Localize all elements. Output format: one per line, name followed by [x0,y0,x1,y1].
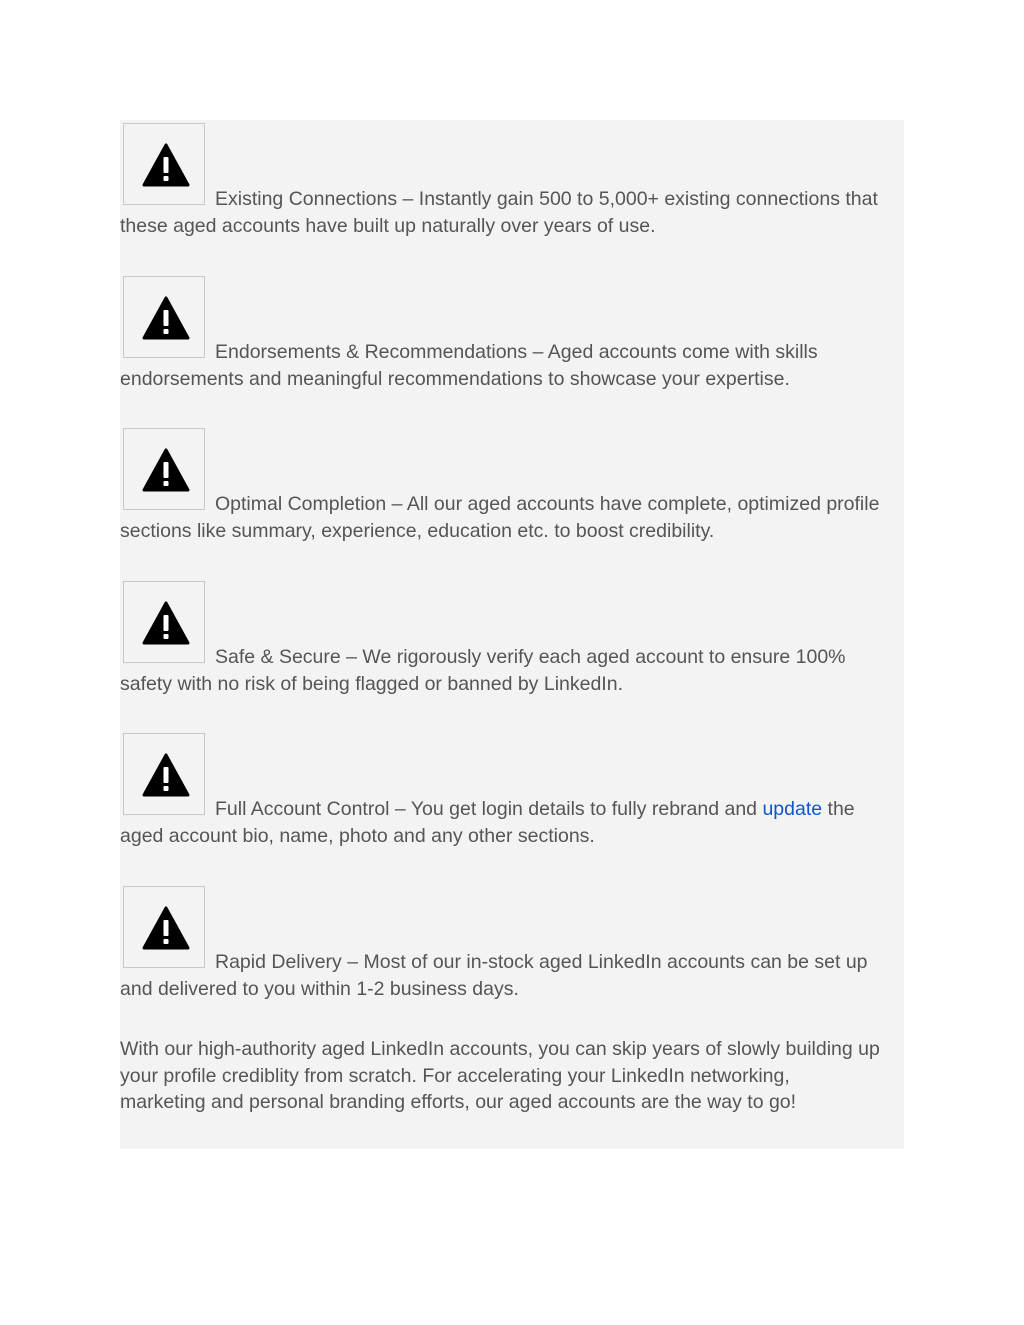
feature-text-line-1: Optimal Completion – All our aged accounts have complete, optimized profile [215,493,880,515]
feature-text-line-1: Safe & Secure – We rigorously verify each aged account to ensure 100% [215,646,846,668]
warning-icon [142,296,190,340]
feature-text-line-2: and delivered to you within 1-2 business days. [120,977,519,1000]
warning-icon [142,601,190,645]
feature-text-line-1: Rapid Delivery – Most of our in-stock aged LinkedIn accounts can be set up [215,951,868,973]
closing-paragraph [120,1036,904,1116]
closing-line-2: your profile crediblity from scratch. For accelerating your LinkedIn networking, [120,1064,790,1087]
feature-text-line-2: safety with no risk of being flagged or banned by LinkedIn. [120,672,623,695]
feature-text-line-2: aged account bio, name, photo and any other sections. [120,824,595,847]
closing-line-3: marketing and personal branding efforts, our aged accounts are the way to go! [120,1091,797,1113]
feature-text-line-2: sections like summary, experience, education etc. to boost credibility. [120,519,715,542]
feature-text [120,339,904,392]
warning-icon [142,143,190,187]
feature-text-line-2: these aged accounts have built up naturally over years of use. [120,214,656,237]
feature-text [120,186,904,239]
feature-text-line-1: Existing Connections – Instantly gain 500 to 5,000+ existing connections that [215,188,878,210]
warning-icon [142,906,190,950]
feature-text-line-1: Endorsements & Recommendations – Aged accounts come with skills [215,341,818,363]
closing-line-1: With our high-authority aged LinkedIn accounts, you can skip years of slowly building up [120,1038,880,1060]
content-panel [120,120,904,1149]
feature-text-segment: the [822,798,855,820]
feature-text [120,644,904,697]
feature-text [120,491,904,544]
feature-text-line-1 [120,796,904,823]
warning-icon [142,448,190,492]
feature-text-segment: Full Account Control – You get login details to fully rebrand and [215,798,763,820]
warning-icon [142,753,190,797]
feature-text [120,796,904,849]
feature-text [120,949,904,1002]
update-link[interactable]: update [762,798,823,820]
feature-text-line-2: endorsements and meaningful recommendations to showcase your expertise. [120,367,790,390]
